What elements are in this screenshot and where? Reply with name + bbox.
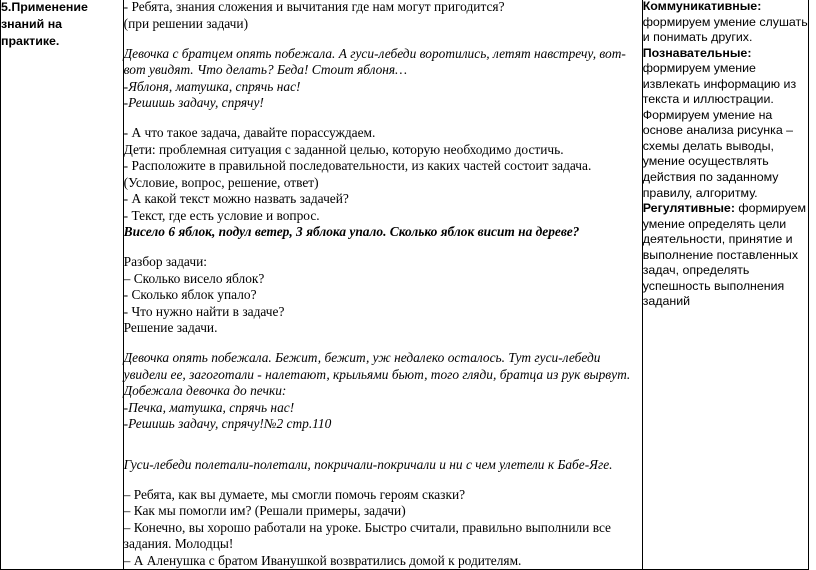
communicative-skills <box>643 0 808 46</box>
spacer <box>124 473 642 487</box>
stage-title-line: знаний на <box>1 17 63 31</box>
word-problem: Висело 6 яблок, подул ветер, 3 яблока упало. Сколько яблок висит на дереве? <box>123 224 580 240</box>
fairy-tale-geese-fly-away: Гуси-лебеди полетали-полетали, покричали-покричали и ни с чем улетели к Бабе-Яге. <box>123 456 613 472</box>
lesson-wrap-up: – Ребята, как вы думаете, мы смогли помочь героям сказки? – Как мы помогли им? (Решали примеры, задачи) – Конечно, вы хорошо работали на уроке. Быстро считали, правильно выполнили все задания. Молодцы! – А Аленушка с братом Иванушкой возвратились домой к родителям. <box>123 486 611 568</box>
fairy-tale-stove: Девочка опять побежала. Бежит, бежит, уж недалеко осталось. Тут гуси-лебеди увидели ее, загоготали - налетают, крыльями бьют, того гляди, братца из рук вырвут. Добежала девочка до печки: -Печка, матушка, спрячь нас! -Решишь задачу, спрячу!№2 стр.110 <box>123 350 631 432</box>
spacer <box>124 112 642 126</box>
stage-cell <box>1 0 124 570</box>
problem-analysis: Разбор задачи: – Сколько висело яблок? - Сколько яблок упало? - Что нужно найти в задаче? Решение задачи. <box>123 254 285 336</box>
spacer <box>124 337 642 351</box>
spacer <box>124 32 642 46</box>
regulatory-text: формируем умение определять цели деятельности, принятие и выполнение поставленных задач, определять успешность выполнения заданий <box>642 201 807 309</box>
teacher-activity-cell <box>123 0 642 570</box>
communicative-text: формируем умение слушать и понимать других. <box>642 14 808 45</box>
fairy-tale-apple-tree: Девочка с братцем опять побежала. А гуси-лебеди воротились, летят навстречу, вот- вот увидят. Что делать? Беда! Стоит яблоня… -Яблоня, матушка, спрячь нас! -Решишь задачу, спрячу! <box>123 45 626 111</box>
cognitive-label: Познавательные: <box>642 45 752 60</box>
task-discussion: - А что такое задача, давайте порассуждаем. Дети: проблемная ситуация с заданной целью, которую необходимо достичь. - Расположите в правильной последовательности, из каких частей состоит задача. (Условие, вопрос, решение, ответ) - А какой текст можно назвать задачей? - Текст, где есть условие и вопрос. <box>123 125 592 223</box>
spacer <box>124 445 642 457</box>
communicative-label: Коммуникативные: <box>642 0 762 13</box>
intro-question: - Ребята, знания сложения и вычитания где нам могут пригодится? (при решении задачи) <box>123 0 505 31</box>
spacer <box>124 241 642 255</box>
stage-title-line: практике. <box>1 34 60 48</box>
table-row <box>1 0 809 570</box>
regulatory-skills <box>643 201 808 310</box>
cognitive-skills <box>643 46 808 201</box>
cognitive-text: формируем умение извлекать информацию из текста и иллюстрации. Формируем умение на основе анализа рисунка – схемы делать выводы, умение осуществлять действия по заданному правилу, алгоритму. <box>642 61 797 200</box>
regulatory-label: Регулятивные: <box>642 201 735 216</box>
spacer <box>124 433 642 445</box>
stage-title-line: 5.Применение <box>1 0 88 14</box>
learning-outcomes-cell <box>642 0 808 570</box>
stage-title <box>1 0 123 50</box>
